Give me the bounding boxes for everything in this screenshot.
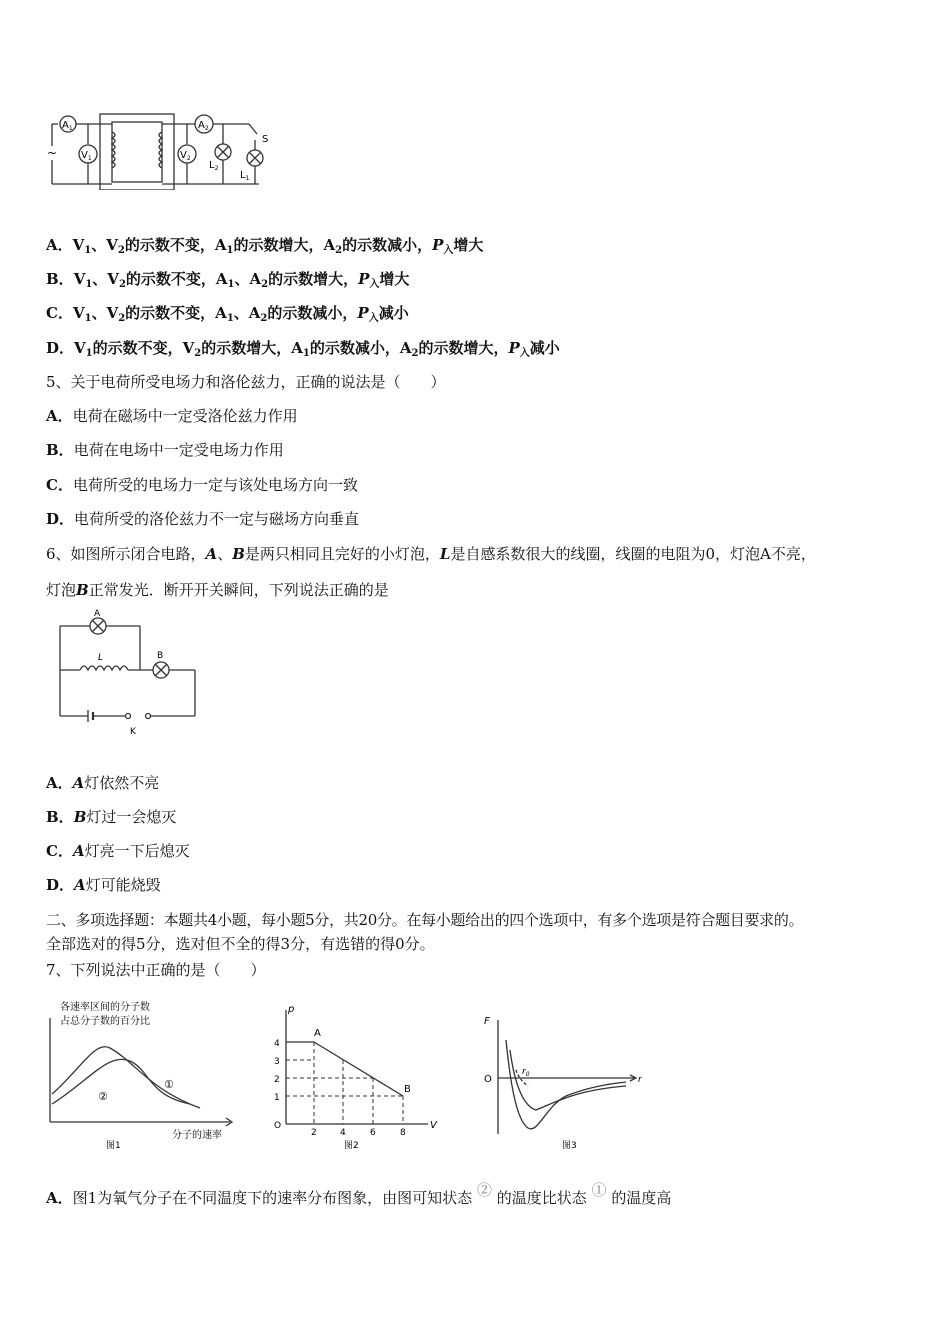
fig2-ytick-2: 2 — [274, 1075, 280, 1085]
fig1-ylabel-line1: 各速率区间的分子数 — [60, 1002, 150, 1013]
q6-option-b[interactable]: B．B灯过一会熄灭 — [46, 808, 177, 826]
q4-option-d[interactable]: D．$V_1$的示数不变，$V_2$的示数增大，$A_1$的示数减小，$A_2$的示数增大，$P_入$减小 — [46, 339, 560, 359]
q7-figure-1 — [40, 1000, 250, 1150]
fig1-xlabel: 分子的速率 — [172, 1130, 222, 1141]
fig3-caption: 图3 — [562, 1141, 577, 1150]
lamp-a-label: A — [94, 609, 101, 619]
fig2-p-axis: p — [288, 1004, 295, 1015]
force-curve-2 — [510, 1050, 626, 1110]
q5-stem: 5、关于电荷所受电场力和洛伦兹力，正确的说法是（ ） — [46, 373, 446, 391]
state-1-marker: ① — [591, 1181, 607, 1199]
ac-source-symbol: ~ — [47, 146, 58, 160]
q6-circuit-figure — [50, 608, 210, 738]
fig2-xtick-4: 4 — [340, 1128, 346, 1138]
fig2-v-axis: V — [430, 1120, 437, 1131]
q5-option-d[interactable]: D．电荷所受的洛伦兹力不一定与磁场方向垂直 — [46, 510, 360, 528]
lamp-l1-label: $L_1$ — [240, 170, 250, 182]
q4-option-b[interactable]: B．$V_1$、$V_2$的示数不变，$A_1$、$A_2$的示数增大，$P_入$增大 — [46, 270, 410, 290]
q4-option-a[interactable]: A．$V_1$、$V_2$的示数不变，$A_1$的示数增大，$A_2$的示数减小，$P_入$增大 — [46, 236, 484, 256]
fig2-point-a: A — [314, 1028, 321, 1039]
q7-option-a[interactable]: A．图1为氧气分子在不同温度下的速率分布图象，由图可知状态 ② 的温度比状态 ① 的温度高 — [46, 1181, 672, 1207]
curve-2 — [52, 1047, 200, 1108]
fig1-curve2-label: ② — [98, 1090, 108, 1103]
fig2-ytick-1: 1 — [274, 1093, 280, 1103]
force-curve-1 — [506, 1040, 626, 1129]
fig2-xtick-8: 8 — [400, 1128, 406, 1138]
fig3-f-axis: F — [484, 1016, 490, 1027]
q6-stem-line2: 灯泡B正常发光．断开开关瞬间，下列说法正确的是 — [46, 581, 389, 599]
switch-s-label: S — [262, 134, 269, 145]
voltmeter-v1-label: $V_1$ — [81, 150, 92, 162]
q6-stem-line1: 6、如图所示闭合电路，A、B是两只相同且完好的小灯泡，L是自感系数很大的线圈，线圈的电阻为0，灯泡A不亮， — [46, 545, 816, 563]
inductor-l-label: L — [98, 653, 104, 663]
fig1-curve1-label: ① — [164, 1078, 174, 1091]
section2-heading-line1: 二、多项选择题：本题共4小题，每小题5分，共20分。在每小题给出的四个选项中，有多个选项是符合题目要求的。 — [46, 911, 804, 929]
q5-option-a[interactable]: A．电荷在磁场中一定受洛伦兹力作用 — [46, 407, 298, 425]
q4-option-c[interactable]: C．$V_1$、$V_2$的示数不变，$A_1$、$A_2$的示数减小，$P_入$减小 — [46, 304, 409, 324]
ammeter-a2-label: $A_2$ — [198, 120, 209, 132]
q7-figure-3 — [476, 1010, 656, 1150]
fig3-r0-label: $r_0$ — [522, 1067, 530, 1078]
q7-stem: 7、下列说法中正确的是（ ） — [46, 961, 266, 979]
fig3-origin: O — [484, 1074, 492, 1085]
fig1-ylabel-line2: 占总分子数的百分比 — [60, 1016, 150, 1027]
fig2-caption: 图2 — [344, 1141, 359, 1150]
fig1-caption: 图1 — [106, 1141, 121, 1150]
q5-option-b[interactable]: B．电荷在电场中一定受电场力作用 — [46, 441, 284, 459]
q6-option-a[interactable]: A．A灯依然不亮 — [46, 774, 160, 792]
q6-option-d[interactable]: D．A灯可能烧毁 — [46, 876, 161, 894]
voltmeter-v2-label: $V_2$ — [180, 150, 191, 162]
fig2-ytick-4: 4 — [274, 1039, 280, 1049]
fig2-xtick-2: 2 — [311, 1128, 317, 1138]
fig2-ytick-3: 3 — [274, 1057, 280, 1067]
lamp-b-label: B — [157, 651, 164, 661]
fig2-origin: O — [274, 1121, 282, 1131]
q5-option-c[interactable]: C．电荷所受的电场力一定与该处电场方向一致 — [46, 476, 358, 494]
ammeter-a1-label: $A_1$ — [62, 120, 73, 132]
fig2-xtick-6: 6 — [370, 1128, 376, 1138]
q7-figure-2 — [268, 1000, 448, 1150]
fig3-r-axis: r — [638, 1075, 642, 1085]
section2-heading-line2: 全部选对的得5分，选对但不全的得3分，有选错的得0分。 — [46, 935, 435, 953]
transformer-circuit-figure — [44, 110, 284, 190]
state-2-marker: ② — [476, 1181, 492, 1199]
lamp-l2-label: $L_2$ — [209, 160, 219, 172]
fig2-point-b: B — [404, 1084, 411, 1095]
switch-k-label: K — [130, 727, 136, 737]
q6-option-c[interactable]: C．A灯亮一下后熄灭 — [46, 842, 190, 860]
